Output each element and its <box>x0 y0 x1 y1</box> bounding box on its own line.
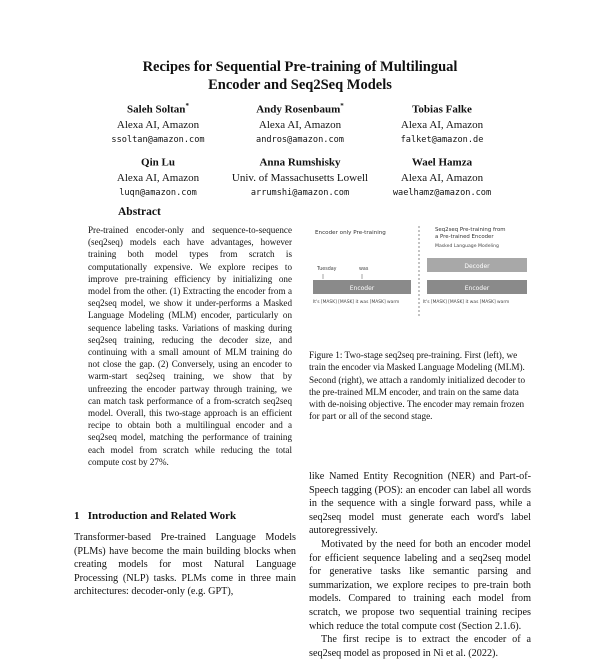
author-block <box>342 152 542 201</box>
figure-1 <box>309 222 531 322</box>
right-column <box>309 470 531 660</box>
author-name: Tobias Falke <box>412 103 472 116</box>
author-name: Wael Hamza <box>411 156 473 169</box>
section-heading: 1 Introduction and Related Work <box>74 510 237 522</box>
figure-right-title-1: Seq2seq Pre-training from <box>435 227 506 233</box>
author-name: Qin Lu <box>141 156 175 169</box>
paper-title <box>0 58 600 94</box>
paragraph: Motivated by the need for both an encoder model for efficient sequence labeling and a seq2seq model for generative tasks like semantic parsing and summarization, we explore recipes to pre-train both models. Compared to training each model from scratch, we propose two sequential training recipes which reduce the total compute cost (Section 2.1.6). <box>309 538 531 632</box>
author-email: falket@amazon.de <box>400 134 484 145</box>
abstract-heading: Abstract <box>118 206 161 218</box>
paragraph: The first recipe is to extract the encoder of a seq2seq model as proposed in Ni et al. (2022). <box>309 634 531 659</box>
author-mark: * <box>185 102 189 110</box>
figure-right-input: It's [MASK] [MASK] it was [MASK] warm <box>423 300 510 305</box>
author-name: Anna Rumshisky <box>259 156 341 169</box>
author-block <box>342 99 542 148</box>
paper-title-line1: Recipes for Sequential Pre-training of Multilingual <box>142 59 458 75</box>
author-affiliation: Alexa AI, Amazon <box>116 171 200 184</box>
author-affiliation: Alexa AI, Amazon <box>400 171 484 184</box>
author-email: arrumshi@amazon.com <box>250 187 350 198</box>
figure-right-title-2: a Pre-trained Encoder <box>435 234 494 240</box>
figure-left-title: Encoder only Pre-training <box>315 230 386 236</box>
paragraph: like Named Entity Recognition (NER) and Part-of-Speech tagging (POS): an encoder can label all words in the sequence with a single forward pass, while a seq2seq model must generate each word's label autoregressively. <box>309 471 531 537</box>
abstract-text: Pre-trained encoder-only and sequence-to-sequence (seq2seq) models each have advantages, however training both model types from scratch is computationally expensive. We explore recipes to improve pre-training efficiency by initializing one model from the other. (1) Extracting the encoder from a seq2seq model, we show it under-performs a Masked Language Modeling (MLM) encoder, particularly on sequence labeling tasks. Variations of masking during seq2seq training, reducing the decoder size, and continuing with a small amount of MLM training do not close the gap. (2) Conversely, using an encoder to warm-start seq2seq training, we show that by unfreezing the encoder partway through training, we can match task performance of a from-scratch seq2seq model. Overall, this two-stage approach is an efficient recipe to obtain both a multilingual encoder and a seq2seq model, matching the performance of training each model from scratch while reducing the total compute cost by 27%. <box>88 225 292 467</box>
figure-caption: Figure 1: Two-stage seq2seq pre-training. First (left), we train the encoder via Masked Language Modeling (MLM). Second (right), we attach a randomly initialized decoder to the pre-trained MLM encoder, and train on the same data with de-noising objective. The encoder may remain frozen for part or all of the second stage. <box>309 350 526 422</box>
author-email: luqn@amazon.com <box>119 187 197 198</box>
author-affiliation: Alexa AI, Amazon <box>116 118 200 131</box>
author-email: ssoltan@amazon.com <box>111 134 205 145</box>
author-affiliation: Alexa AI, Amazon <box>258 118 342 131</box>
figure-left-encoder-label: Encoder <box>349 285 375 292</box>
author-affiliation: Univ. of Massachusetts Lowell <box>231 171 369 184</box>
author-mark: * <box>340 102 344 110</box>
intro-text: Transformer-based Pre-trained Language Models (PLMs) have become the main building blocks when creating models for most Natural Language Processing (NLP) tasks. PLMs come in three main architectures: decoder-only (e.g. GPT), <box>74 532 296 598</box>
author-name: Saleh Soltan <box>127 103 186 116</box>
figure-left-input: It's [MASK] [MASK] it was [MASK] warm <box>313 300 400 305</box>
paper-title-line2: Encoder and Seq2Seq Models <box>208 77 392 93</box>
figure-label-tuesday: Tuesday <box>317 267 337 272</box>
figure-label-was: was <box>359 267 369 272</box>
author-affiliation: Alexa AI, Amazon <box>400 118 484 131</box>
figure-right-decoder-label: Decoder <box>464 263 490 270</box>
figure-right-encoder-label: Encoder <box>464 285 490 292</box>
figure-right-sub: Masked Language Modeling <box>435 244 499 249</box>
author-email: andros@amazon.com <box>256 134 344 145</box>
author-email: waelhamz@amazon.com <box>392 187 492 198</box>
author-name: Andy Rosenbaum <box>256 103 341 116</box>
